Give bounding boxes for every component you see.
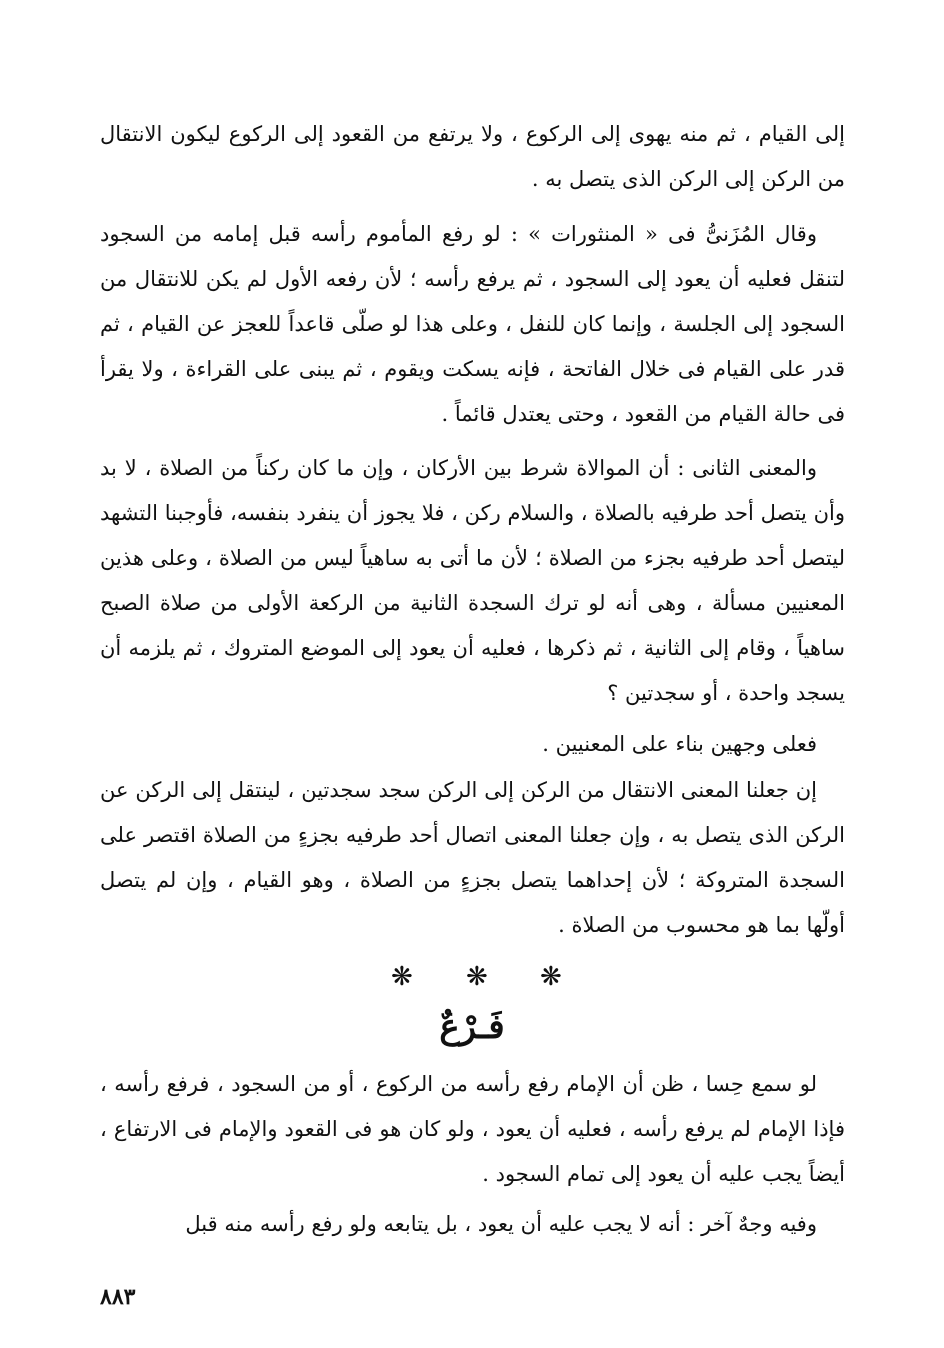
asterism-icon: ❋ <box>466 962 488 992</box>
paragraph-text: فعلى وجهين بناء على المعنيين . <box>542 732 817 756</box>
page-number: ٨٨٣ <box>100 1284 136 1310</box>
section-heading: فَـرْعٌ <box>439 1007 505 1047</box>
paragraph-text: إن جعلنا المعنى الانتقال من الركن إلى الركن سجد سجدتين ، لينتقل إلى الركن عن الركن الذى يتصل به ، وإن جعلنا المعنى اتصال أحد طرفيه بجزءٍ من الصلاة اقتصر على السجدة المتروكة ؛ لأن إحداهما يتصل بجزءٍ من الصلاة ، وهو القيام ، وإن لم يتصل أولّها بما هو محسوب من الصلاة . <box>100 778 845 937</box>
paragraph-muzani-quote <box>100 212 845 437</box>
paragraph-two-views <box>100 722 845 767</box>
paragraph-resolution <box>100 768 845 948</box>
paragraph-branch-case <box>100 1062 845 1197</box>
paragraph-text: وقال المُزَنىُّ فى « المنثورات » : لو رفع المأموم رأسه قبل إمامه من السجود لتنقل فعليه أن يعود إلى السجود ، ثم يرفع رأسه ؛ لأن رفعه الأول لم يكن للانتقال من السجود إلى الجلسة ، وإنما كان للنفل ، وعلى هذا لو صلّى قاعداً للعجز عن القيام ، ثم قدر على القيام فى خلال الفاتحة ، فإنه يسكت ويقوم ، ثم يبنى على القراءة ، ولا يقرأ فى حالة القيام من القعود ، وحتى يعتدل قائماً . <box>100 222 845 426</box>
paragraph-text: وفيه وجهٌ آخر : أنه لا يجب عليه أن يعود ، بل يتابعه ولو رفع رأسه منه قبل <box>185 1212 817 1236</box>
paragraph-second-meaning <box>100 446 845 716</box>
asterism-icon: ❋ <box>391 962 413 992</box>
asterism-icon: ❋ <box>540 962 562 992</box>
paragraph-text: لو سمع حِسا ، ظن أن الإمام رفع رأسه من الركوع ، أو من السجود ، فرفع رأسه ، فإذا الإمام لم يرفع رأسه ، فعليه أن يعود ، ولو كان هو فى القعود والإمام فى الارتفاع ، أيضاً يجب عليه أن يعود إلى تمام السجود . <box>100 1072 845 1186</box>
paragraph-continuation <box>100 112 845 202</box>
paragraph-text: إلى القيام ، ثم منه يهوى إلى الركوع ، ولا يرتفع من القعود إلى الركوع ليكون الانتقال من الركن إلى الركن الذى يتصل به . <box>100 122 845 191</box>
section-divider <box>0 962 944 1002</box>
paragraph-other-view <box>100 1202 845 1247</box>
paragraph-text: والمعنى الثانى : أن الموالاة شرط بين الأركان ، وإن ما كان ركناً من الصلاة ، لا بد وأن يتصل أحد طرفيه بالصلاة ، والسلام ركن ، فلا يجوز أن ينفرد بنفسه، فأوجبنا التشهد ليتصل أحد طرفيه بجزء من الصلاة ؛ لأن ما أتى به ساهياً ليس من الصلاة ، وعلى هذين المعنيين مسألة ، وهى أنه لو ترك السجدة الثانية من الركعة الأولى من صلاة الصبح ساهياً ، وقام إلى الثانية ، ثم ذكرها ، فعليه أن يعود إلى الموضع المتروك ، ثم يلزمه أن يسجد واحدة ، أو سجدتين ؟ <box>100 456 845 705</box>
